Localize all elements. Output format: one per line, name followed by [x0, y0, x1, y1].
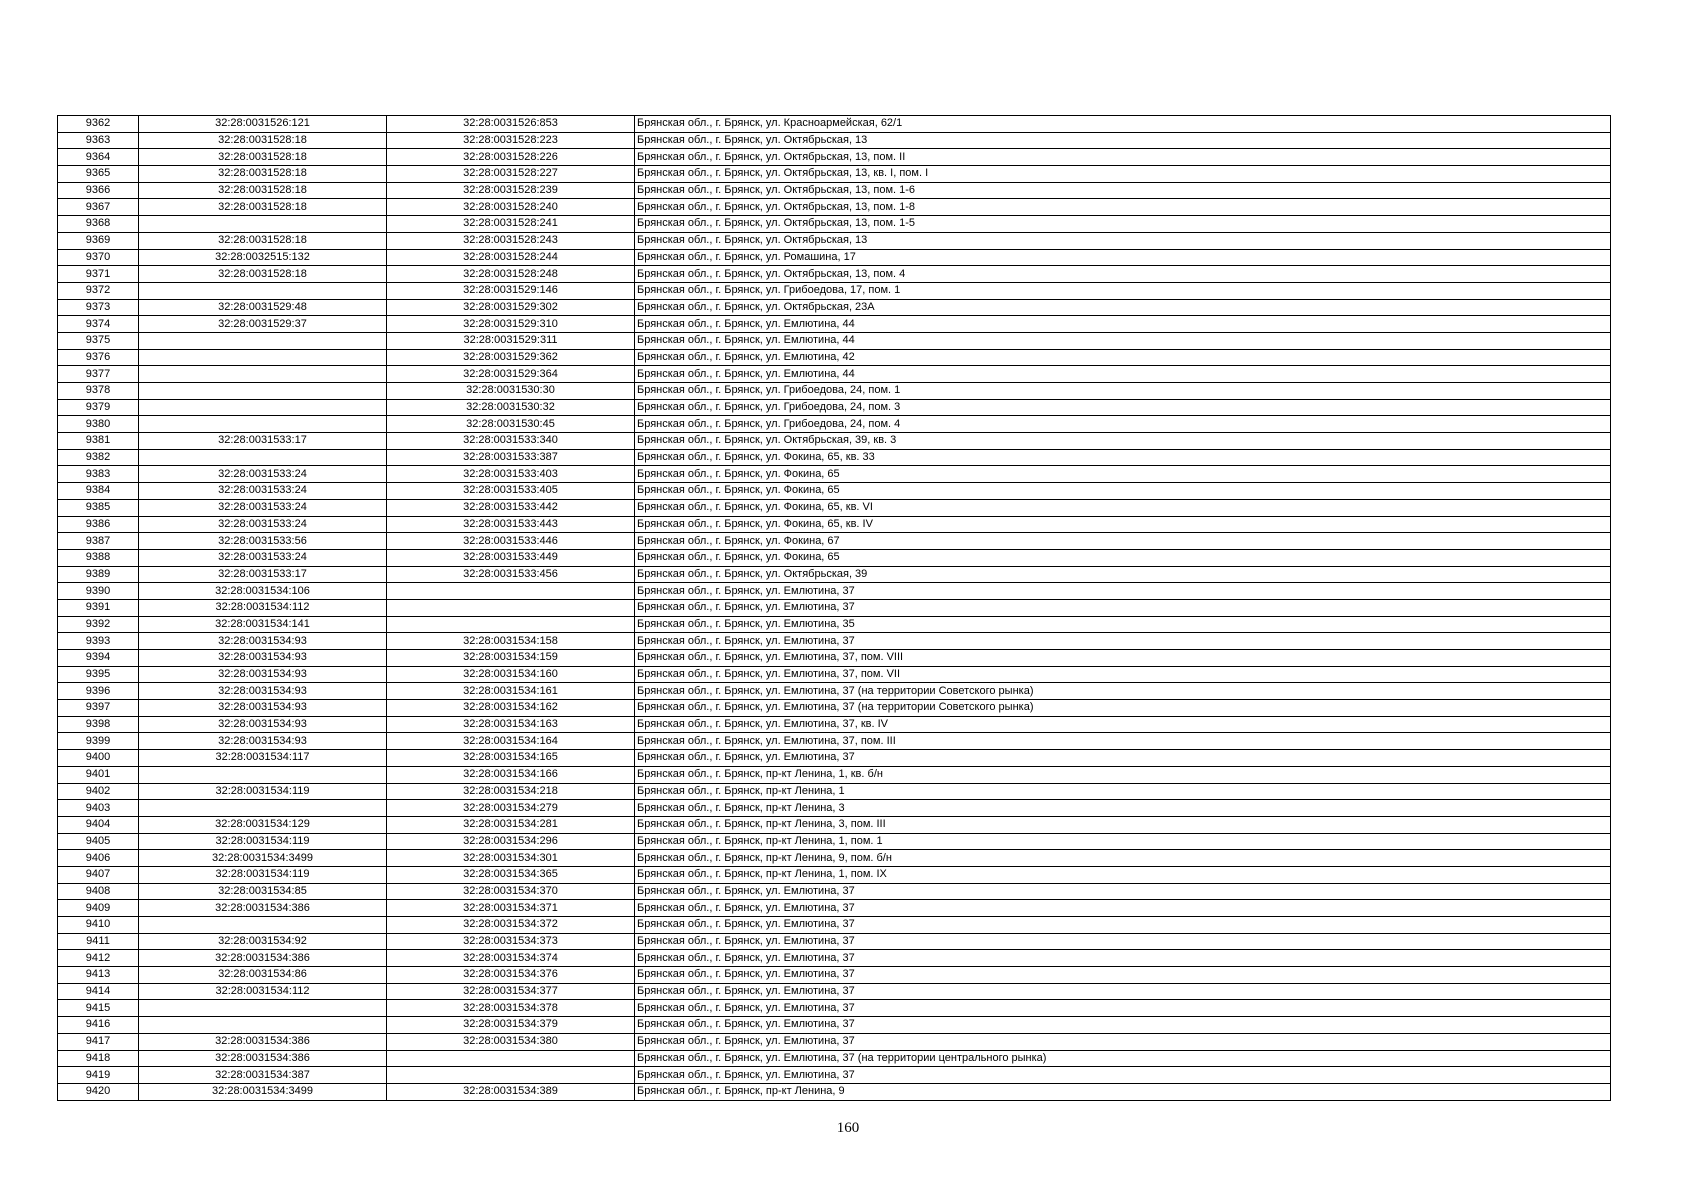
parcel-cadastral-number-cell: 32:28:0031533:56 [139, 533, 387, 550]
table-row [58, 216, 1611, 233]
parcel-cadastral-number-cell [139, 332, 387, 349]
page-number: 160 [836, 1120, 860, 1136]
parcel-cadastral-number-cell: 32:28:0031534:3499 [139, 1083, 387, 1100]
table-row [58, 950, 1611, 967]
address-cell: Брянская обл., г. Брянск, пр-кт Ленина, 3, пом. III [635, 816, 1611, 833]
row-number-cell: 9391 [58, 599, 139, 616]
parcel-cadastral-number-cell: 32:28:0031534:386 [139, 1050, 387, 1067]
row-number-cell: 9367 [58, 199, 139, 216]
row-number-cell: 9412 [58, 950, 139, 967]
object-cadastral-number-cell: 32:28:0031533:403 [387, 466, 635, 483]
address-cell: Брянская обл., г. Брянск, ул. Октябрьская, 39 [635, 566, 1611, 583]
parcel-cadastral-number-cell: 32:28:0031534:106 [139, 583, 387, 600]
parcel-cadastral-number-cell: 32:28:0031534:93 [139, 733, 387, 750]
address-cell: Брянская обл., г. Брянск, ул. Октябрьская, 13, пом. 1-6 [635, 182, 1611, 199]
object-cadastral-number-cell: 32:28:0031534:218 [387, 783, 635, 800]
address-cell: Брянская обл., г. Брянск, ул. Октябрьская, 13, пом. 1-5 [635, 216, 1611, 233]
address-cell: Брянская обл., г. Брянск, ул. Фокина, 65 [635, 549, 1611, 566]
address-cell: Брянская обл., г. Брянск, ул. Емлютина, 37 [635, 983, 1611, 1000]
table-row [58, 383, 1611, 400]
object-cadastral-number-cell: 32:28:0031528:243 [387, 232, 635, 249]
object-cadastral-number-cell: 32:28:0031530:45 [387, 416, 635, 433]
object-cadastral-number-cell: 32:28:0031534:163 [387, 716, 635, 733]
address-cell: Брянская обл., г. Брянск, ул. Грибоедова, 24, пом. 4 [635, 416, 1611, 433]
address-cell: Брянская обл., г. Брянск, пр-кт Ленина, 1, пом. 1 [635, 833, 1611, 850]
table-row [58, 449, 1611, 466]
parcel-cadastral-number-cell [139, 349, 387, 366]
row-number-cell: 9364 [58, 149, 139, 166]
object-cadastral-number-cell: 32:28:0031534:164 [387, 733, 635, 750]
table-row [58, 700, 1611, 717]
parcel-cadastral-number-cell: 32:28:0031528:18 [139, 166, 387, 183]
address-cell: Брянская обл., г. Брянск, ул. Октябрьская, 23А [635, 299, 1611, 316]
row-number-cell: 9380 [58, 416, 139, 433]
parcel-cadastral-number-cell: 32:28:0031534:386 [139, 900, 387, 917]
object-cadastral-number-cell: 32:28:0031534:365 [387, 866, 635, 883]
object-cadastral-number-cell: 32:28:0031530:32 [387, 399, 635, 416]
object-cadastral-number-cell [387, 1067, 635, 1084]
parcel-cadastral-number-cell [139, 1017, 387, 1034]
object-cadastral-number-cell: 32:28:0031534:380 [387, 1033, 635, 1050]
row-number-cell: 9362 [58, 116, 139, 133]
parcel-cadastral-number-cell: 32:28:0031533:24 [139, 499, 387, 516]
address-cell: Брянская обл., г. Брянск, ул. Емлютина, 37 [635, 1033, 1611, 1050]
object-cadastral-number-cell: 32:28:0031529:146 [387, 282, 635, 299]
parcel-cadastral-number-cell: 32:28:0031529:37 [139, 316, 387, 333]
row-number-cell: 9371 [58, 266, 139, 283]
table-row [58, 583, 1611, 600]
table-row [58, 516, 1611, 533]
row-number-cell: 9366 [58, 182, 139, 199]
object-cadastral-number-cell: 32:28:0031534:378 [387, 1000, 635, 1017]
table-row [58, 533, 1611, 550]
parcel-cadastral-number-cell [139, 416, 387, 433]
row-number-cell: 9390 [58, 583, 139, 600]
row-number-cell: 9381 [58, 433, 139, 450]
address-cell: Брянская обл., г. Брянск, ул. Октябрьская, 13, пом. 1-8 [635, 199, 1611, 216]
address-cell: Брянская обл., г. Брянск, ул. Емлютина, 37, пом. VIII [635, 650, 1611, 667]
table-row [58, 616, 1611, 633]
address-cell: Брянская обл., г. Брянск, пр-кт Ленина, 3 [635, 800, 1611, 817]
table-row [58, 1017, 1611, 1034]
table-row [58, 750, 1611, 767]
object-cadastral-number-cell: 32:28:0031534:301 [387, 850, 635, 867]
parcel-cadastral-number-cell: 32:28:0031534:93 [139, 633, 387, 650]
table-row [58, 549, 1611, 566]
parcel-cadastral-number-cell: 32:28:0031534:129 [139, 816, 387, 833]
address-cell: Брянская обл., г. Брянск, ул. Емлютина, 35 [635, 616, 1611, 633]
parcel-cadastral-number-cell [139, 383, 387, 400]
parcel-cadastral-number-cell: 32:28:0031529:48 [139, 299, 387, 316]
object-cadastral-number-cell: 32:28:0031533:456 [387, 566, 635, 583]
address-cell: Брянская обл., г. Брянск, ул. Октябрьская, 13, кв. I, пом. I [635, 166, 1611, 183]
address-cell: Брянская обл., г. Брянск, пр-кт Ленина, 9 [635, 1083, 1611, 1100]
table-row [58, 716, 1611, 733]
row-number-cell: 9393 [58, 633, 139, 650]
parcel-cadastral-number-cell: 32:28:0031534:93 [139, 716, 387, 733]
table-row [58, 983, 1611, 1000]
address-cell: Брянская обл., г. Брянск, ул. Емлютина, 37 [635, 917, 1611, 934]
row-number-cell: 9385 [58, 499, 139, 516]
parcel-cadastral-number-cell [139, 1000, 387, 1017]
row-number-cell: 9401 [58, 766, 139, 783]
object-cadastral-number-cell: 32:28:0031533:443 [387, 516, 635, 533]
parcel-cadastral-number-cell: 32:28:0031534:386 [139, 1033, 387, 1050]
parcel-cadastral-number-cell: 32:28:0031534:119 [139, 866, 387, 883]
table-row [58, 566, 1611, 583]
object-cadastral-number-cell: 32:28:0031529:310 [387, 316, 635, 333]
object-cadastral-number-cell: 32:28:0031534:377 [387, 983, 635, 1000]
table-row [58, 666, 1611, 683]
row-number-cell: 9411 [58, 933, 139, 950]
table-row [58, 316, 1611, 333]
object-cadastral-number-cell: 32:28:0031528:239 [387, 182, 635, 199]
object-cadastral-number-cell: 32:28:0031529:302 [387, 299, 635, 316]
address-cell: Брянская обл., г. Брянск, ул. Емлютина, 37 [635, 1017, 1611, 1034]
parcel-cadastral-number-cell: 32:28:0031528:18 [139, 132, 387, 149]
parcel-cadastral-number-cell: 32:28:0031534:387 [139, 1067, 387, 1084]
table-row [58, 900, 1611, 917]
table-row [58, 182, 1611, 199]
parcel-cadastral-number-cell: 32:28:0031528:18 [139, 199, 387, 216]
row-number-cell: 9382 [58, 449, 139, 466]
table-row [58, 433, 1611, 450]
row-number-cell: 9377 [58, 366, 139, 383]
object-cadastral-number-cell: 32:28:0031534:371 [387, 900, 635, 917]
cadastral-table [57, 115, 1611, 1101]
parcel-cadastral-number-cell: 32:28:0031534:112 [139, 599, 387, 616]
parcel-cadastral-number-cell [139, 366, 387, 383]
row-number-cell: 9420 [58, 1083, 139, 1100]
table-row [58, 282, 1611, 299]
row-number-cell: 9376 [58, 349, 139, 366]
address-cell: Брянская обл., г. Брянск, ул. Емлютина, 44 [635, 366, 1611, 383]
table-row [58, 466, 1611, 483]
row-number-cell: 9373 [58, 299, 139, 316]
parcel-cadastral-number-cell [139, 282, 387, 299]
row-number-cell: 9399 [58, 733, 139, 750]
object-cadastral-number-cell: 32:28:0031529:362 [387, 349, 635, 366]
parcel-cadastral-number-cell: 32:28:0031526:121 [139, 116, 387, 133]
address-cell: Брянская обл., г. Брянск, ул. Октябрьская, 39, кв. 3 [635, 433, 1611, 450]
object-cadastral-number-cell: 32:28:0031534:165 [387, 750, 635, 767]
object-cadastral-number-cell: 32:28:0031526:853 [387, 116, 635, 133]
row-number-cell: 9402 [58, 783, 139, 800]
table-row [58, 166, 1611, 183]
address-cell: Брянская обл., г. Брянск, ул. Емлютина, 37, пом. VII [635, 666, 1611, 683]
row-number-cell: 9404 [58, 816, 139, 833]
object-cadastral-number-cell: 32:28:0031528:248 [387, 266, 635, 283]
table-row [58, 683, 1611, 700]
table-row [58, 967, 1611, 984]
address-cell: Брянская обл., г. Брянск, ул. Емлютина, 37 [635, 900, 1611, 917]
address-cell: Брянская обл., г. Брянск, ул. Фокина, 65 [635, 466, 1611, 483]
address-cell: Брянская обл., г. Брянск, ул. Емлютина, 37, кв. IV [635, 716, 1611, 733]
row-number-cell: 9419 [58, 1067, 139, 1084]
parcel-cadastral-number-cell: 32:28:0031534:386 [139, 950, 387, 967]
table-row [58, 349, 1611, 366]
row-number-cell: 9386 [58, 516, 139, 533]
address-cell: Брянская обл., г. Брянск, ул. Емлютина, 37 [635, 883, 1611, 900]
table-row [58, 116, 1611, 133]
address-cell: Брянская обл., г. Брянск, ул. Емлютина, 37 (на территории Советского рынка) [635, 700, 1611, 717]
row-number-cell: 9416 [58, 1017, 139, 1034]
row-number-cell: 9415 [58, 1000, 139, 1017]
parcel-cadastral-number-cell: 32:28:0031533:24 [139, 466, 387, 483]
parcel-cadastral-number-cell [139, 917, 387, 934]
parcel-cadastral-number-cell [139, 399, 387, 416]
row-number-cell: 9418 [58, 1050, 139, 1067]
object-cadastral-number-cell: 32:28:0031528:240 [387, 199, 635, 216]
parcel-cadastral-number-cell: 32:28:0031533:17 [139, 566, 387, 583]
address-cell: Брянская обл., г. Брянск, ул. Грибоедова, 24, пом. 3 [635, 399, 1611, 416]
table-row [58, 783, 1611, 800]
table-row [58, 917, 1611, 934]
row-number-cell: 9374 [58, 316, 139, 333]
row-number-cell: 9383 [58, 466, 139, 483]
row-number-cell: 9384 [58, 483, 139, 500]
row-number-cell: 9395 [58, 666, 139, 683]
object-cadastral-number-cell: 32:28:0031534:372 [387, 917, 635, 934]
address-cell: Брянская обл., г. Брянск, ул. Емлютина, 37, пом. III [635, 733, 1611, 750]
table-row [58, 1050, 1611, 1067]
object-cadastral-number-cell: 32:28:0031534:159 [387, 650, 635, 667]
table-row [58, 299, 1611, 316]
address-cell: Брянская обл., г. Брянск, ул. Фокина, 65, кв. IV [635, 516, 1611, 533]
parcel-cadastral-number-cell: 32:28:0031534:117 [139, 750, 387, 767]
object-cadastral-number-cell: 32:28:0031534:379 [387, 1017, 635, 1034]
table-row [58, 199, 1611, 216]
table-row [58, 399, 1611, 416]
parcel-cadastral-number-cell: 32:28:0031528:18 [139, 149, 387, 166]
address-cell: Брянская обл., г. Брянск, пр-кт Ленина, 1 [635, 783, 1611, 800]
object-cadastral-number-cell: 32:28:0031529:311 [387, 332, 635, 349]
row-number-cell: 9405 [58, 833, 139, 850]
parcel-cadastral-number-cell [139, 766, 387, 783]
table-row [58, 232, 1611, 249]
object-cadastral-number-cell: 32:28:0031529:364 [387, 366, 635, 383]
table-row [58, 1067, 1611, 1084]
table-row [58, 249, 1611, 266]
parcel-cadastral-number-cell: 32:28:0031534:112 [139, 983, 387, 1000]
parcel-cadastral-number-cell: 32:28:0031533:24 [139, 483, 387, 500]
table-row [58, 766, 1611, 783]
table-row [58, 633, 1611, 650]
address-cell: Брянская обл., г. Брянск, ул. Емлютина, 37 [635, 583, 1611, 600]
row-number-cell: 9388 [58, 549, 139, 566]
parcel-cadastral-number-cell: 32:28:0031533:24 [139, 516, 387, 533]
parcel-cadastral-number-cell: 32:28:0032515:132 [139, 249, 387, 266]
parcel-cadastral-number-cell: 32:28:0031534:93 [139, 666, 387, 683]
address-cell: Брянская обл., г. Брянск, ул. Емлютина, 37 [635, 1067, 1611, 1084]
parcel-cadastral-number-cell [139, 216, 387, 233]
address-cell: Брянская обл., г. Брянск, ул. Емлютина, 37 [635, 933, 1611, 950]
table-row [58, 833, 1611, 850]
object-cadastral-number-cell: 32:28:0031534:370 [387, 883, 635, 900]
row-number-cell: 9408 [58, 883, 139, 900]
address-cell: Брянская обл., г. Брянск, ул. Емлютина, 42 [635, 349, 1611, 366]
table-row [58, 1083, 1611, 1100]
table-row [58, 366, 1611, 383]
parcel-cadastral-number-cell: 32:28:0031534:85 [139, 883, 387, 900]
row-number-cell: 9397 [58, 700, 139, 717]
row-number-cell: 9409 [58, 900, 139, 917]
object-cadastral-number-cell: 32:28:0031533:405 [387, 483, 635, 500]
table-row [58, 1033, 1611, 1050]
address-cell: Брянская обл., г. Брянск, ул. Грибоедова, 24, пом. 1 [635, 383, 1611, 400]
table-row [58, 599, 1611, 616]
object-cadastral-number-cell: 32:28:0031534:389 [387, 1083, 635, 1100]
parcel-cadastral-number-cell: 32:28:0031534:93 [139, 683, 387, 700]
object-cadastral-number-cell: 32:28:0031533:446 [387, 533, 635, 550]
table-row [58, 733, 1611, 750]
row-number-cell: 9387 [58, 533, 139, 550]
object-cadastral-number-cell: 32:28:0031534:374 [387, 950, 635, 967]
row-number-cell: 9370 [58, 249, 139, 266]
row-number-cell: 9410 [58, 917, 139, 934]
address-cell: Брянская обл., г. Брянск, ул. Фокина, 65 [635, 483, 1611, 500]
object-cadastral-number-cell [387, 616, 635, 633]
address-cell: Брянская обл., г. Брянск, ул. Красноармейская, 62/1 [635, 116, 1611, 133]
address-cell: Брянская обл., г. Брянск, ул. Октябрьская, 13 [635, 232, 1611, 249]
object-cadastral-number-cell [387, 599, 635, 616]
object-cadastral-number-cell: 32:28:0031534:373 [387, 933, 635, 950]
row-number-cell: 9389 [58, 566, 139, 583]
address-cell: Брянская обл., г. Брянск, ул. Емлютина, 44 [635, 332, 1611, 349]
row-number-cell: 9365 [58, 166, 139, 183]
parcel-cadastral-number-cell: 32:28:0031534:119 [139, 833, 387, 850]
address-cell: Брянская обл., г. Брянск, ул. Емлютина, 44 [635, 316, 1611, 333]
parcel-cadastral-number-cell: 32:28:0031528:18 [139, 232, 387, 249]
object-cadastral-number-cell: 32:28:0031534:376 [387, 967, 635, 984]
address-cell: Брянская обл., г. Брянск, ул. Емлютина, 37 (на территории Советского рынка) [635, 683, 1611, 700]
row-number-cell: 9378 [58, 383, 139, 400]
table-row [58, 332, 1611, 349]
row-number-cell: 9394 [58, 650, 139, 667]
parcel-cadastral-number-cell: 32:28:0031528:18 [139, 182, 387, 199]
object-cadastral-number-cell: 32:28:0031534:166 [387, 766, 635, 783]
address-cell: Брянская обл., г. Брянск, ул. Емлютина, 37 [635, 950, 1611, 967]
table-row [58, 800, 1611, 817]
object-cadastral-number-cell: 32:28:0031528:223 [387, 132, 635, 149]
object-cadastral-number-cell: 32:28:0031533:387 [387, 449, 635, 466]
row-number-cell: 9406 [58, 850, 139, 867]
row-number-cell: 9407 [58, 866, 139, 883]
parcel-cadastral-number-cell [139, 800, 387, 817]
table-body [58, 116, 1611, 1101]
row-number-cell: 9372 [58, 282, 139, 299]
address-cell: Брянская обл., г. Брянск, ул. Емлютина, 37 [635, 633, 1611, 650]
object-cadastral-number-cell: 32:28:0031534:296 [387, 833, 635, 850]
object-cadastral-number-cell: 32:28:0031528:226 [387, 149, 635, 166]
table-row [58, 1000, 1611, 1017]
object-cadastral-number-cell: 32:28:0031533:442 [387, 499, 635, 516]
address-cell: Брянская обл., г. Брянск, ул. Фокина, 65, кв. VI [635, 499, 1611, 516]
row-number-cell: 9413 [58, 967, 139, 984]
table-row [58, 816, 1611, 833]
address-cell: Брянская обл., г. Брянск, пр-кт Ленина, 1, кв. б/н [635, 766, 1611, 783]
row-number-cell: 9368 [58, 216, 139, 233]
row-number-cell: 9369 [58, 232, 139, 249]
address-cell: Брянская обл., г. Брянск, ул. Емлютина, 37 [635, 1000, 1611, 1017]
address-cell: Брянская обл., г. Брянск, ул. Фокина, 65, кв. 33 [635, 449, 1611, 466]
object-cadastral-number-cell: 32:28:0031528:241 [387, 216, 635, 233]
row-number-cell: 9400 [58, 750, 139, 767]
row-number-cell: 9417 [58, 1033, 139, 1050]
row-number-cell: 9403 [58, 800, 139, 817]
address-cell: Брянская обл., г. Брянск, пр-кт Ленина, 1, пом. IX [635, 866, 1611, 883]
address-cell: Брянская обл., г. Брянск, ул. Грибоедова, 17, пом. 1 [635, 282, 1611, 299]
address-cell: Брянская обл., г. Брянск, ул. Емлютина, 37 [635, 599, 1611, 616]
table-row [58, 266, 1611, 283]
address-cell: Брянская обл., г. Брянск, ул. Емлютина, 37 [635, 750, 1611, 767]
parcel-cadastral-number-cell: 32:28:0031534:141 [139, 616, 387, 633]
object-cadastral-number-cell: 32:28:0031534:160 [387, 666, 635, 683]
parcel-cadastral-number-cell: 32:28:0031534:92 [139, 933, 387, 950]
table-row [58, 416, 1611, 433]
object-cadastral-number-cell: 32:28:0031534:162 [387, 700, 635, 717]
parcel-cadastral-number-cell: 32:28:0031534:93 [139, 650, 387, 667]
object-cadastral-number-cell: 32:28:0031530:30 [387, 383, 635, 400]
object-cadastral-number-cell: 32:28:0031534:158 [387, 633, 635, 650]
table-row [58, 933, 1611, 950]
object-cadastral-number-cell: 32:28:0031528:244 [387, 249, 635, 266]
parcel-cadastral-number-cell: 32:28:0031528:18 [139, 266, 387, 283]
row-number-cell: 9375 [58, 332, 139, 349]
parcel-cadastral-number-cell: 32:28:0031534:119 [139, 783, 387, 800]
table-row [58, 149, 1611, 166]
object-cadastral-number-cell: 32:28:0031534:161 [387, 683, 635, 700]
row-number-cell: 9392 [58, 616, 139, 633]
parcel-cadastral-number-cell: 32:28:0031533:24 [139, 549, 387, 566]
object-cadastral-number-cell: 32:28:0031533:340 [387, 433, 635, 450]
object-cadastral-number-cell: 32:28:0031533:449 [387, 549, 635, 566]
table-row [58, 850, 1611, 867]
object-cadastral-number-cell [387, 1050, 635, 1067]
row-number-cell: 9396 [58, 683, 139, 700]
parcel-cadastral-number-cell [139, 449, 387, 466]
table-row [58, 132, 1611, 149]
row-number-cell: 9414 [58, 983, 139, 1000]
table-row [58, 499, 1611, 516]
address-cell: Брянская обл., г. Брянск, ул. Емлютина, 37 (на территории центрального рынка) [635, 1050, 1611, 1067]
parcel-cadastral-number-cell: 32:28:0031534:86 [139, 967, 387, 984]
parcel-cadastral-number-cell: 32:28:0031534:3499 [139, 850, 387, 867]
object-cadastral-number-cell: 32:28:0031534:281 [387, 816, 635, 833]
table-row [58, 650, 1611, 667]
object-cadastral-number-cell: 32:28:0031528:227 [387, 166, 635, 183]
address-cell: Брянская обл., г. Брянск, ул. Ромашина, 17 [635, 249, 1611, 266]
row-number-cell: 9363 [58, 132, 139, 149]
address-cell: Брянская обл., г. Брянск, ул. Октябрьская, 13, пом. 4 [635, 266, 1611, 283]
parcel-cadastral-number-cell: 32:28:0031534:93 [139, 700, 387, 717]
table-row [58, 483, 1611, 500]
table-row [58, 866, 1611, 883]
parcel-cadastral-number-cell: 32:28:0031533:17 [139, 433, 387, 450]
row-number-cell: 9379 [58, 399, 139, 416]
table-row [58, 883, 1611, 900]
object-cadastral-number-cell [387, 583, 635, 600]
address-cell: Брянская обл., г. Брянск, пр-кт Ленина, 9, пом. б/н [635, 850, 1611, 867]
row-number-cell: 9398 [58, 716, 139, 733]
address-cell: Брянская обл., г. Брянск, ул. Октябрьская, 13, пом. II [635, 149, 1611, 166]
object-cadastral-number-cell: 32:28:0031534:279 [387, 800, 635, 817]
address-cell: Брянская обл., г. Брянск, ул. Фокина, 67 [635, 533, 1611, 550]
address-cell: Брянская обл., г. Брянск, ул. Емлютина, 37 [635, 967, 1611, 984]
address-cell: Брянская обл., г. Брянск, ул. Октябрьская, 13 [635, 132, 1611, 149]
